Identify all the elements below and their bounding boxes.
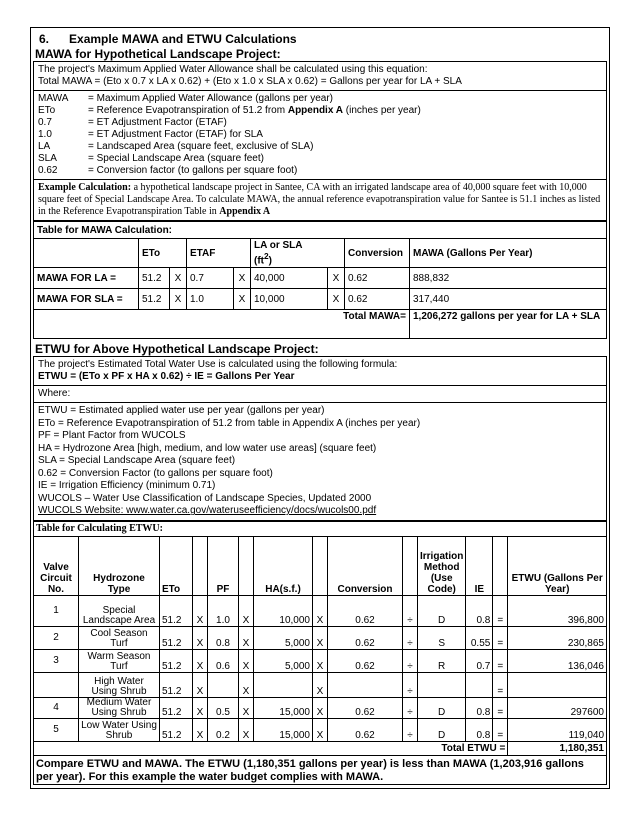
example-calculation: Example Calculation: a hypothetical landscape project in Santee, CA with an irrigated landscape area of 40,000 square feet with 10,000 square feet of Special Landscape Area. To calculate MAWA, the annual reference evapotranspiration value for Santee is 51.1 inches as listed in the Reference Evapotranspiration Table in Appendix A <box>34 180 606 221</box>
cell-x: X <box>193 672 208 697</box>
cell-eq: = <box>493 649 508 672</box>
cell-x: X <box>313 595 328 626</box>
cell-ie: 0.8 <box>466 595 493 626</box>
definition-row: 0.7 = ET Adjustment Factor (ETAF) <box>38 117 227 128</box>
cell-etwu: 136,046 <box>508 649 606 672</box>
table-row <box>34 626 606 649</box>
definition-row: ETo = Reference Evapotranspiration of 51.2 from table in Appendix A (inches per year) <box>38 417 421 429</box>
cell-conv: 0.62 <box>328 595 403 626</box>
total-mawa-label: Total MAWA= <box>34 310 410 339</box>
etwu-definitions <box>34 403 606 521</box>
cell-div: ÷ <box>403 718 418 741</box>
cell-ie: 0.55 <box>466 626 493 649</box>
cell-x: X <box>313 626 328 649</box>
cell-ie: 0.8 <box>466 697 493 718</box>
cell-conv: 0.62 <box>328 718 403 741</box>
cell-x: X <box>193 697 208 718</box>
wucols-link: WUCOLS Website: www.water.ca.gov/wateruseefficiency/docs/wucols00.pdf <box>38 505 377 517</box>
table-row: MAWA FOR SLA = 51.2 X 1.0 X 10,000 X 0.62 317,440 <box>34 289 606 310</box>
cell-irr: D <box>418 718 466 741</box>
cell-eto: 51.2 <box>160 649 193 672</box>
mawa-table <box>34 221 606 338</box>
cell-pf <box>208 672 239 697</box>
cell-eq: = <box>493 718 508 741</box>
definition-row: 0.62 = Conversion Factor (to gallons per square foot) <box>38 467 273 479</box>
cell-conv <box>328 672 403 697</box>
cell-x: X <box>239 672 254 697</box>
definition-row: HA = Hydrozone Area [high, medium, and low water use areas] (square feet) <box>38 442 377 454</box>
definition-row: 1.0 = ET Adjustment Factor (ETAF) for SLA <box>38 129 263 140</box>
definition-row: LA = Landscaped Area (square feet, exclusive of SLA) <box>38 141 314 152</box>
cell-ha: 5,000 <box>254 649 313 672</box>
definition-row: SLA = Special Landscape Area (square feet) <box>38 455 236 467</box>
cell-eto: 51.2 <box>160 672 193 697</box>
cell-hydro: Special Landscape Area <box>79 595 160 626</box>
total-etwu-value: 1,180,351 <box>508 741 606 755</box>
cell-eto: 51.2 <box>160 697 193 718</box>
cell-x: X <box>313 697 328 718</box>
cell-hydro: High Water Using Shrub <box>79 672 160 697</box>
etwu-intro-line: The project's Estimated Total Water Use is calculated using the following formula: <box>38 359 398 371</box>
cell-x: X <box>239 649 254 672</box>
etwu-heading: ETWU for Above Hypothetical Landscape Project: <box>35 342 319 357</box>
cell-valve: 2 <box>34 626 79 649</box>
cell-ha: 15,000 <box>254 718 313 741</box>
comparison-text: Compare ETWU and MAWA. The ETWU (1,180,351 gallons per year) is less than MAWA (1,203,916 gallons per year). For this example the water budget complies with MAWA. <box>36 757 584 783</box>
cell-eq: = <box>493 697 508 718</box>
cell-irr: D <box>418 595 466 626</box>
cell-pf: 0.6 <box>208 649 239 672</box>
total-mawa-value: 1,206,272 gallons per year for LA + SLA <box>410 310 607 339</box>
cell-ie: 0.7 <box>466 649 493 672</box>
cell-eto: 51.2 <box>160 626 193 649</box>
cell-irr: S <box>418 626 466 649</box>
cell-x: X <box>313 672 328 697</box>
cell-valve: 5 <box>34 718 79 741</box>
cell-hydro: Medium Water Using Shrub <box>79 697 160 718</box>
cell-eq: = <box>493 595 508 626</box>
cell-x: X <box>313 649 328 672</box>
definition-row: MAWA = Maximum Applied Water Allowance (gallons per year) <box>38 93 334 104</box>
cell-eq: = <box>493 626 508 649</box>
cell-x: X <box>193 595 208 626</box>
cell-hydro: Warm Season Turf <box>79 649 160 672</box>
cell-etwu: 119,040 <box>508 718 606 741</box>
cell-irr: R <box>418 649 466 672</box>
cell-x: X <box>239 697 254 718</box>
cell-x: X <box>193 649 208 672</box>
document-page <box>30 27 610 789</box>
cell-pf: 1.0 <box>208 595 239 626</box>
cell-div: ÷ <box>403 672 418 697</box>
mawa-intro <box>34 62 606 91</box>
cell-x: X <box>313 718 328 741</box>
definition-row: IE = Irrigation Efficiency (minimum 0.71) <box>38 480 216 492</box>
header-conversion: Conversion <box>345 239 410 268</box>
section-title: 6. Example MAWA and ETWU Calculations <box>39 32 297 46</box>
cell-div: ÷ <box>403 697 418 718</box>
cell-valve: 1 <box>34 595 79 626</box>
cell-conv: 0.62 <box>328 697 403 718</box>
cell-ie <box>466 672 493 697</box>
table-row <box>34 649 606 672</box>
definition-row: ETo = Reference Evapotranspiration of 51.2 from Appendix A (inches per year) <box>38 105 421 116</box>
header-etaf: ETAF <box>187 239 251 268</box>
mawa-intro-line-1: The project's Maximum Applied Water Allowance shall be calculated using this equation: <box>38 64 428 75</box>
cell-eq: = <box>493 672 508 697</box>
cell-div: ÷ <box>403 626 418 649</box>
mawa-table-title: Table for MAWA Calculation: <box>34 222 606 239</box>
where-label: Where: <box>34 386 606 403</box>
etwu-box <box>33 356 607 785</box>
table-row <box>34 697 606 718</box>
mawa-definitions <box>34 91 606 180</box>
cell-div: ÷ <box>403 649 418 672</box>
mawa-box <box>33 61 607 339</box>
cell-etwu: 230,865 <box>508 626 606 649</box>
mawa-equation: Total MAWA = (Eto x 0.7 x LA x 0.62) + (Eto x 1.0 x SLA x 0.62) = Gallons per year for LA + SLA <box>38 76 462 87</box>
cell-div: ÷ <box>403 595 418 626</box>
cell-pf: 0.5 <box>208 697 239 718</box>
cell-x: X <box>193 626 208 649</box>
cell-ha <box>254 672 313 697</box>
definition-row: PF = Plant Factor from WUCOLS <box>38 430 186 442</box>
etwu-formula: ETWU = (ETo x PF x HA x 0.62) ÷ IE = Gallons Per Year <box>38 371 295 383</box>
table-row <box>34 718 606 741</box>
cell-eto: 51.2 <box>160 718 193 741</box>
definition-row: WUCOLS – Water Use Classification of Landscape Species, Updated 2000 <box>38 492 372 504</box>
definition-row: 0.62 = Conversion factor (to gallons per square foot) <box>38 165 298 176</box>
header-area: LA or SLA $(ft^2)$ <box>251 239 345 268</box>
definition-row: ETWU = Estimated applied water use per year (gallons per year) <box>38 405 325 417</box>
cell-etwu: 297600 <box>508 697 606 718</box>
mawa-table-wrap <box>34 221 606 338</box>
etwu-table: Table for Calculating ETWU: Valve Circuit No. Hydrozone Type ETo PF HA(s.f.) Conversion Irrigation Method (Use Code) IE ETWU (Gallons Per Year) 1 Special Landscape Area 51.2 X 1.0 X 10,000 X 0.62 ÷ D 0.8 = 396,800 2 Cool Season Turf 51.2 X 0.8 X 5,000 X 0.62 ÷ S 0.55 = 230,865 3 Warm Season Turf 51.2 X 0.6 X 5,000 X 0.62 ÷ R 0.7 = 136,046 High Water Using Shrub 51.2 X X X ÷ = 4 Medium Water Using Shrub 51.2 X 0.5 X 15,000 X 0.62 ÷ D 0.8 = 297600 5 Low Water Using Shrub 51.2 X 0.2 X 15,000 X 0.62 ÷ D 0.8 = 119,040 Total ETWU = 1,180,351 <box>36 523 604 754</box>
cell-x: X <box>239 718 254 741</box>
mawa-heading: MAWA for Hypothetical Landscape Project: <box>35 47 281 61</box>
definition-row: SLA = Special Landscape Area (square feet) <box>38 153 264 164</box>
cell-valve: 3 <box>34 649 79 672</box>
cell-ha: 5,000 <box>254 626 313 649</box>
cell-eto: 51.2 <box>160 595 193 626</box>
cell-pf: 0.8 <box>208 626 239 649</box>
cell-irr <box>418 672 466 697</box>
cell-x: X <box>239 595 254 626</box>
etwu-table-title: Table for Calculating ETWU: <box>34 521 606 536</box>
cell-x: X <box>193 718 208 741</box>
cell-ie: 0.8 <box>466 718 493 741</box>
cell-conv: 0.62 <box>328 626 403 649</box>
table-row: MAWA FOR LA = 51.2 X 0.7 X 40,000 X 0.62 888,832 <box>34 268 606 289</box>
cell-hydro: Cool Season Turf <box>79 626 160 649</box>
header-mawa: MAWA (Gallons Per Year) <box>410 239 607 268</box>
cell-ha: 15,000 <box>254 697 313 718</box>
cell-valve <box>34 672 79 697</box>
cell-etwu: 396,800 <box>508 595 606 626</box>
cell-valve: 4 <box>34 697 79 718</box>
etwu-intro <box>34 357 606 386</box>
cell-x: X <box>239 626 254 649</box>
header-eto: ETo <box>139 239 187 268</box>
table-row <box>34 595 606 626</box>
cell-irr: D <box>418 697 466 718</box>
cell-hydro: Low Water Using Shrub <box>79 718 160 741</box>
cell-conv: 0.62 <box>328 649 403 672</box>
total-etwu-label: Total ETWU = <box>34 741 508 755</box>
cell-etwu <box>508 672 606 697</box>
cell-pf: 0.2 <box>208 718 239 741</box>
cell-ha: 10,000 <box>254 595 313 626</box>
table-row <box>34 672 606 697</box>
